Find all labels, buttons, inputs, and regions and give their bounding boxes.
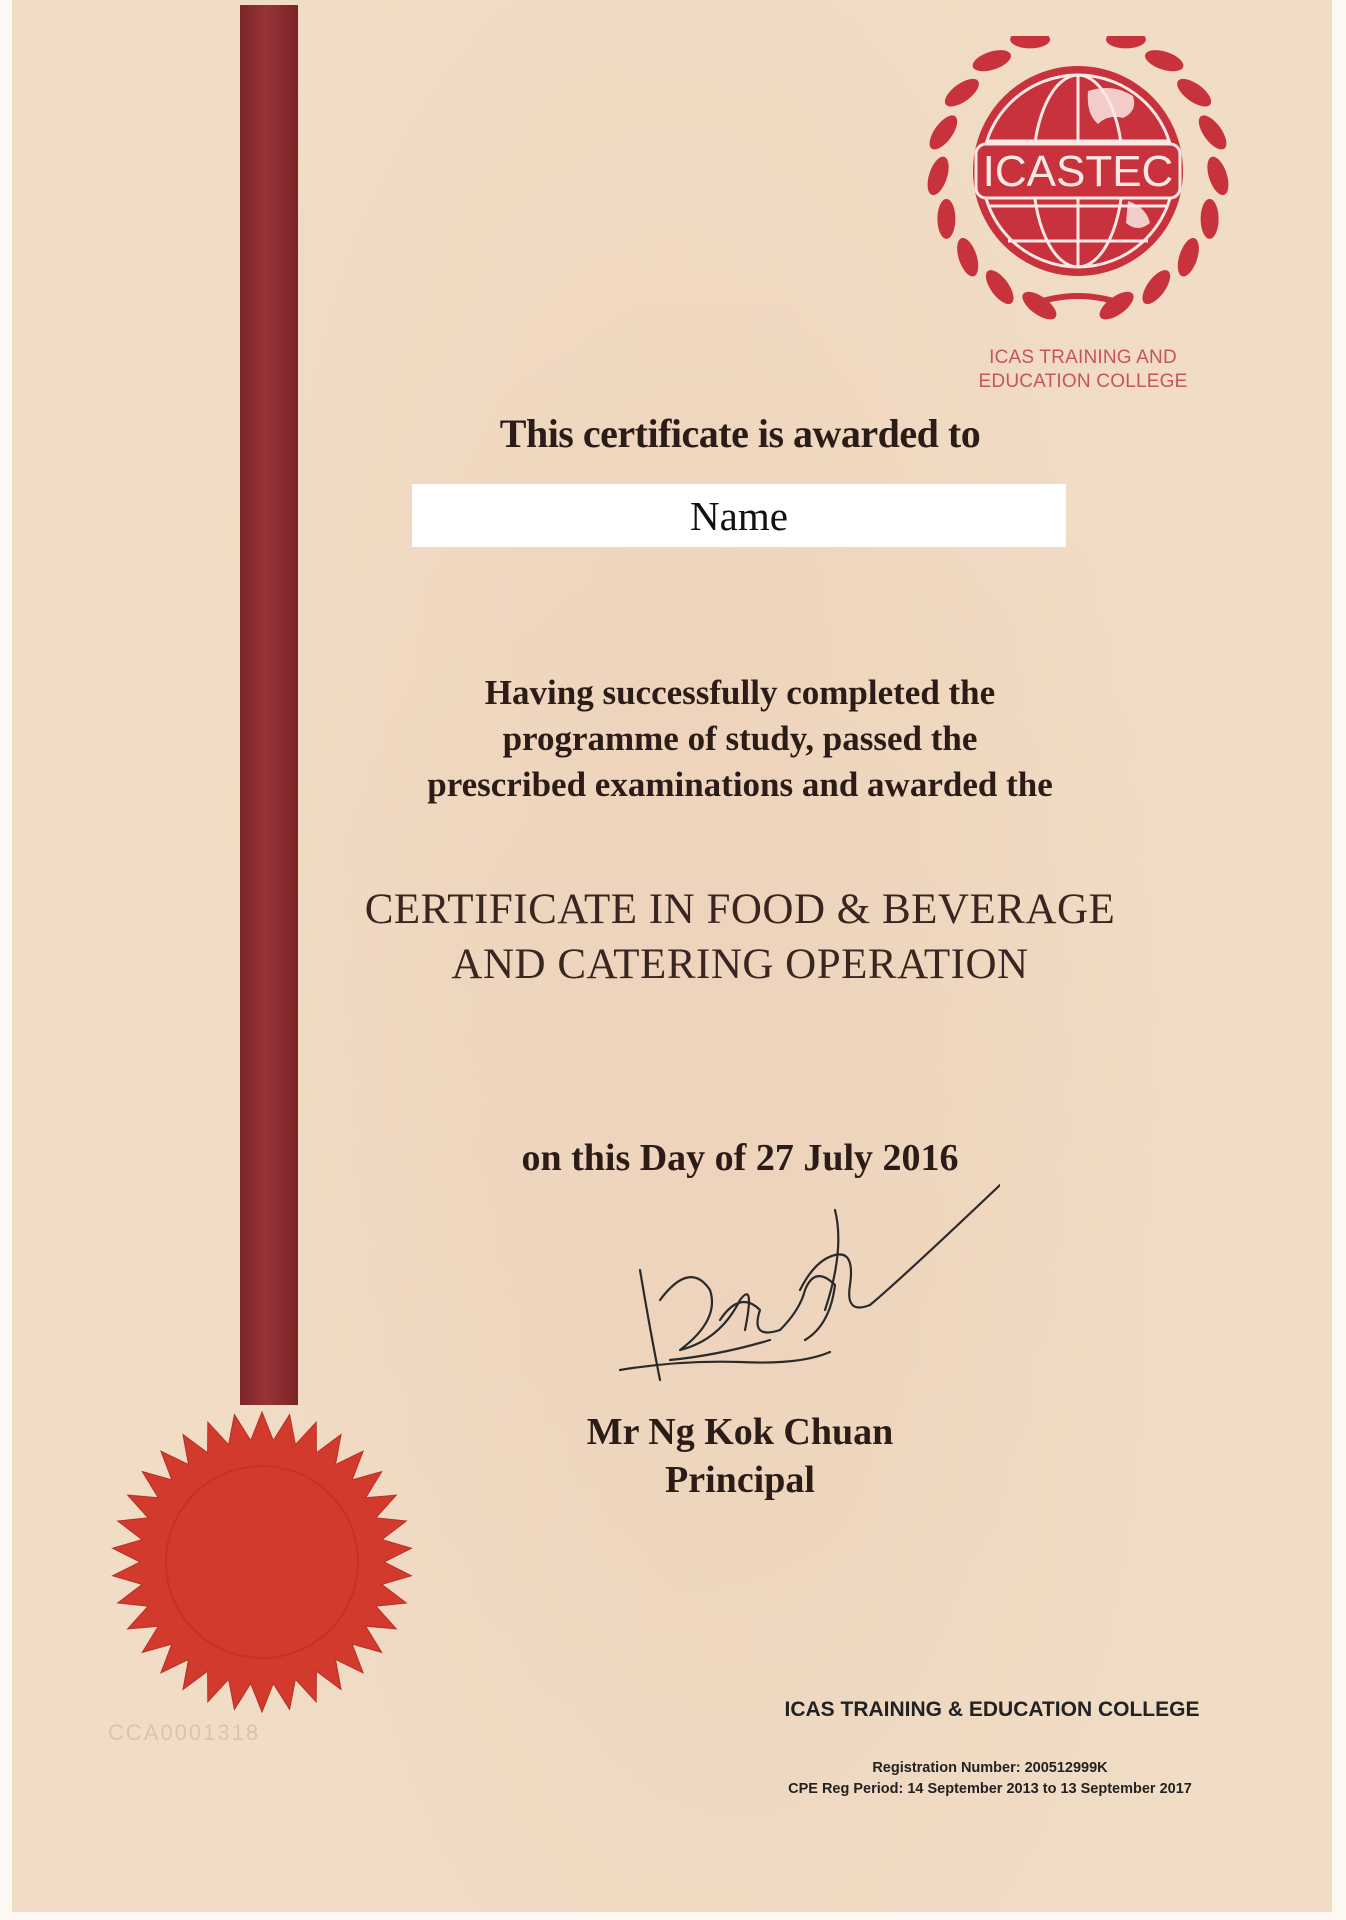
logo-caption-line1: ICAS TRAINING AND xyxy=(989,347,1177,368)
icastec-logo xyxy=(908,36,1248,336)
laurel-leaf-icon xyxy=(1137,266,1175,309)
ribbon xyxy=(240,5,298,1405)
laurel-leaf-icon xyxy=(1173,74,1216,112)
serial-number: CCA0001318 xyxy=(108,1720,261,1745)
red-seal xyxy=(108,1408,416,1716)
signatory-title: Principal xyxy=(665,1459,815,1501)
laurel-leaf-icon xyxy=(1018,287,1061,325)
laurel-leaf-icon xyxy=(940,74,983,112)
award-date: on this Day of 27 July 2016 xyxy=(521,1137,959,1179)
college-name: ICAS TRAINING & EDUCATION COLLEGE xyxy=(784,1698,1200,1721)
laurel-leaf-icon xyxy=(970,46,1014,75)
completion-statement xyxy=(340,670,1140,808)
completion-line: prescribed examinations and awarded the xyxy=(427,765,1053,804)
signatory-name: Mr Ng Kok Chuan xyxy=(586,1411,894,1453)
laurel-leaf-icon xyxy=(953,235,982,279)
logo-caption-line2: EDUCATION COLLEGE xyxy=(978,371,1188,392)
laurel-leaf-icon xyxy=(923,154,952,198)
laurel-leaf-icon xyxy=(1142,46,1186,75)
course-title xyxy=(300,882,1180,992)
registration-number: Registration Number: 200512999K xyxy=(872,1760,1108,1776)
completion-line: Having successfully completed the xyxy=(484,673,996,712)
awarded-to-heading: This certificate is awarded to xyxy=(499,411,981,456)
signatory xyxy=(510,1408,970,1504)
recipient-name: Name xyxy=(690,492,788,539)
course-title-line: CERTIFICATE IN FOOD & BEVERAGE xyxy=(364,886,1116,933)
course-title-line: AND CATERING OPERATION xyxy=(451,941,1029,988)
cpe-period: CPE Reg Period: 14 September 2013 to 13 September 2017 xyxy=(788,1781,1192,1797)
registration-info xyxy=(730,1758,1250,1800)
laurel-leaf-icon xyxy=(1174,235,1203,279)
completion-line: programme of study, passed the xyxy=(502,719,978,758)
laurel-leaf-icon xyxy=(981,266,1019,309)
laurel-leaf-icon xyxy=(937,199,955,239)
laurel-leaf-icon xyxy=(924,111,962,154)
laurel-leaf-icon xyxy=(1106,36,1146,48)
laurel-leaf-icon xyxy=(1201,199,1219,239)
laurel-leaf-icon xyxy=(1203,154,1232,198)
laurel-leaf-icon xyxy=(1010,36,1050,48)
svg-text:ICASTEC: ICASTEC xyxy=(982,147,1174,196)
laurel-leaf-icon xyxy=(1095,287,1138,325)
recipient-name-box xyxy=(412,484,1066,547)
logo-caption xyxy=(938,346,1228,394)
signature xyxy=(600,1170,1000,1400)
laurel-leaf-icon xyxy=(1194,111,1232,154)
